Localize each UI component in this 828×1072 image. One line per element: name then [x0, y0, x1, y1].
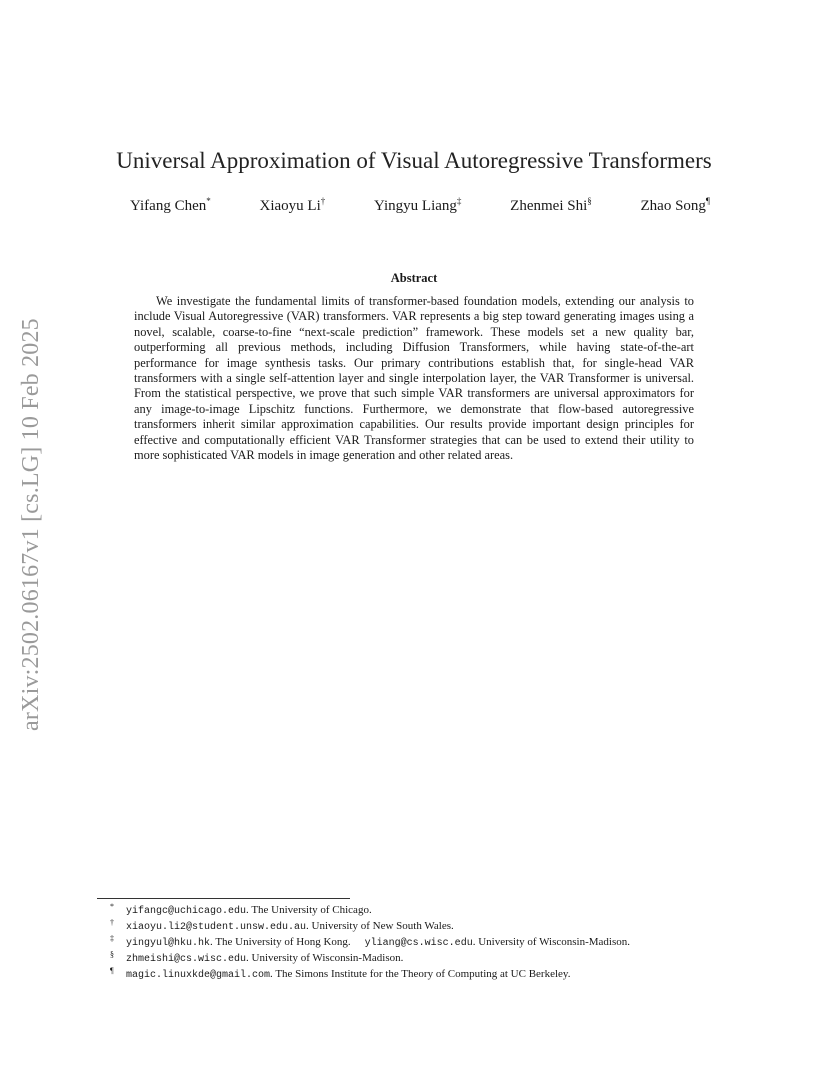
abstract-text: We investigate the fundamental limits of transformer-based foundation models, extending our analysis to include Visual Autoregressive (VAR) transformers. VAR represents a big step toward generating images using a novel, scalable, coarse-to-fine “next-scale prediction” framework. These models set a new quality bar, outperforming all previous methods, including Diffusion Transformers, while having state-of-the-art performance for image synthesis tasks. Our primary contributions establish that, for single-head VAR transformers with a single self-attention layer and single interpolation layer, the VAR Transformer is universal. From the statistical perspective, we prove that such simple VAR transformers are universal approximators for any image-to-image Lipschitz functions. Furthermore, we demonstrate that flow-based autoregressive transformers inherit similar approximation capabilities. Our results provide important design principles for effective and computationally efficient VAR Transformer strategies that can be used to extend their utility to more sophisticated VAR models in image generation and other related areas.	[134, 294, 694, 463]
footnote-1: * yifangc@uchicago.edu. The University of Chicago.	[110, 902, 372, 917]
email-link[interactable]: zhmeishi@cs.wisc.edu	[126, 954, 247, 965]
author-2: Xiaoyu Li†	[259, 196, 326, 214]
paper-title: Universal Approximation of Visual Autoregressive Transformers	[116, 148, 712, 173]
footnote-3: ‡ yingyul@hku.hk. The University of Hong Kong. yliang@cs.wisc.edu. University of Wisconsin-Madison.	[110, 934, 631, 949]
email-link[interactable]: yifangc@uchicago.edu	[126, 906, 247, 917]
footnotes	[112, 903, 752, 983]
author-5: Zhao Song¶	[640, 196, 710, 214]
email-link[interactable]: xiaoyu.li2@student.unsw.edu.au	[126, 922, 307, 933]
footnote-5: ¶ magic.linuxkde@gmail.com. The Simons Institute for the Theory of Computing at UC Berkeley.	[110, 966, 571, 981]
author-3: Yingyu Liang‡	[374, 196, 462, 214]
footnote-divider	[97, 898, 350, 899]
author-4: Zhenmei Shi§	[510, 196, 592, 214]
author-1: Yifang Chen*	[130, 196, 211, 214]
footnote-2: † xiaoyu.li2@student.unsw.edu.au. University of New South Wales.	[110, 918, 454, 933]
arxiv-watermark: arXiv:2502.06167v1 [cs.LG] 10 Feb 2025	[18, 318, 44, 732]
email-link[interactable]: yingyul@hku.hk	[126, 938, 211, 949]
abstract-heading: Abstract	[390, 271, 438, 285]
email-link[interactable]: yliang@cs.wisc.edu	[364, 938, 473, 949]
footnote-4: § zhmeishi@cs.wisc.edu. University of Wisconsin-Madison.	[110, 950, 404, 965]
author-list	[130, 198, 710, 215]
email-link[interactable]: magic.linuxkde@gmail.com	[126, 970, 271, 981]
